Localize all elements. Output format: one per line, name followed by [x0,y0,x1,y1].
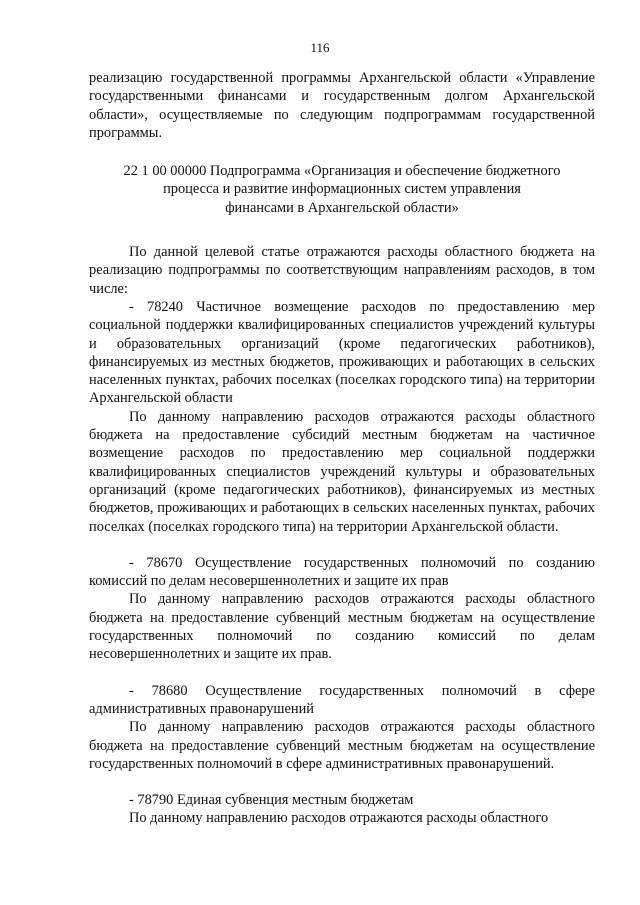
section-description-78680: По данному направлению расходов отражаются расходы областного бюджета на предоставление субвенций местным бюджетам на осуществление государственных полномочий в сфере административных правонарушений. [89,719,595,772]
heading-line-2: процесса и развитие информационных систем управления [163,181,521,198]
subprogram-heading [89,162,595,217]
heading-line-1: 22 1 00 00000 Подпрограмма «Организация и обеспечение бюджетного [123,163,561,180]
heading-line-3: финансами в Архангельской области» [225,199,459,216]
document-body [89,69,595,828]
section-title-78240: - 78240 Частичное возмещение расходов по предоставлению мер социальной поддержки квалифицированных специалистов учреждений культуры и образовательных организаций (кроме педагогических работников), финансируемых из местных бюджетов, проживающих и работающих в сельских населенных пунктах, рабочих поселках (поселках городского типа) на территории Архангельской области [89,298,595,407]
section-title-78680: - 78680 Осуществление государственных полномочий в сфере административных правонарушений [89,682,595,717]
page-number: 116 [310,40,330,55]
section-description-78240: По данному направлению расходов отражаются расходы областного бюджета на предоставление субсидий местным бюджетам на частичное возмещение расходов по предоставлению мер социальной поддержки квалифицированных специалистов учреждений культуры и образовательных организаций (кроме педагогических работников), финансируемых из местных бюджетов, проживающих и работающих в сельских населенных пунктах, рабочих поселках (поселках городского типа) на территории Архангельской области. [89,408,595,535]
section-description-78670: По данному направлению расходов отражаются расходы областного бюджета на предоставление субвенций местным бюджетам на осуществление государственных полномочий по созданию комиссий по делам несовершеннолетних и защите их прав. [89,591,595,663]
section-title-78670: - 78670 Осуществление государственных полномочий по созданию комиссий по делам несовершеннолетних и защите их прав [89,554,595,590]
intro-paragraph: реализацию государственной программы Архангельской области «Управление государственными финансами и государственным долгом Архангельской области», осуществляемые по следующим подпрограммам государственной программы. [89,70,595,141]
section-description-78790: По данному направлению расходов отражаются расходы областного [129,810,549,827]
body-intro-paragraph: По данной целевой статье отражаются расходы областного бюджета на реализацию подпрограммы по соответствующим направлениям расходов, в том числе: [89,244,595,297]
section-title-78790: - 78790 Единая субвенция местным бюджетам [129,792,414,809]
